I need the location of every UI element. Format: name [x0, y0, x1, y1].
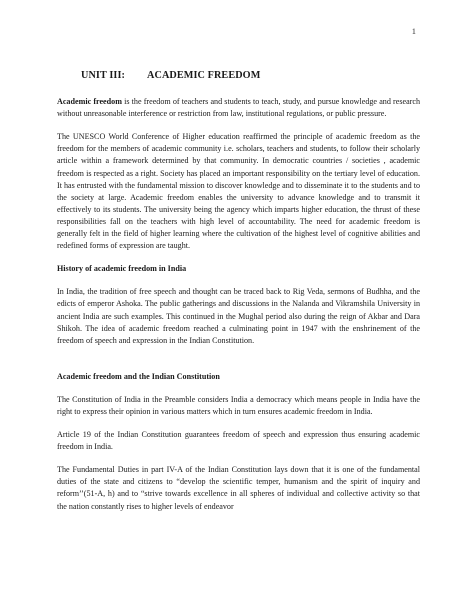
- history-heading: History of academic freedom in India: [57, 264, 187, 274]
- constitution-paragraph-1: The Constitution of India in the Preamble considers India a democracy which means people in India have the right to express their opinion in various matters which in turn ensures academic freedom in India.: [57, 394, 420, 416]
- unesco-paragraph: The UNESCO World Conference of Higher education reaffirmed the principle of academic freedom as the freedom for the members of academic community i.e. scholars, teachers and students, to follow their scholarly article within a framework determined by that community. In democratic countries / societies , academic freedom is respected as a right. Society has placed an important responsibility on the tertiary level of education. It has entrusted with the fundamental mission to discover knowledge and to disseminate it to the students and to the society at large. Academic freedom enables the university to advance knowledge and to transmit it effectively to its students. The university being the agency which imparts higher education, the thrust of these responsibilities fall on the teachers with high level of accountability. The need for academic freedom is generally felt in the field of higher learning where the cultivation of the highest level of cognitive abilities and redefined forms of expression are taught.: [57, 132, 420, 251]
- document-body: [57, 70, 420, 524]
- constitution-paragraph-3: The Fundamental Duties in part IV-A of the Indian Constitution lays down that it is one of the fundamental duties of the state and citizens to “develop the scientific temper, humanism and the spirit of inquiry and reform’’(51-A, h) and to “strive towards excellence in all spheres of individual and collective activity so that the nation constantly rises to higher levels of endeavor: [57, 465, 420, 511]
- unit-name: ACADEMIC FREEDOM: [147, 70, 261, 81]
- unit-label: UNIT III:: [81, 70, 126, 81]
- constitution-heading: Academic freedom and the Indian Constitution: [57, 371, 220, 381]
- intro-paragraph: [57, 96, 420, 120]
- constitution-paragraph-2: Article 19 of the Indian Constitution guarantees freedom of speech and expression thus ensuring academic freedom in India.: [57, 430, 420, 452]
- page-title: [81, 70, 420, 82]
- intro-term: Academic freedom: [57, 97, 122, 107]
- history-paragraph: In India, the tradition of free speech and thought can be traced back to Rig Veda, sermons of Budhha, and the edicts of emperor Ashoka. The public gatherings and discussions in the Nalanda and Vikramshila University in ancient India are such examples. This continued in the Mughal period also during the reign of Akbar and Dara Shikoh. The idea of academic freedom reached a culminating point in 1947 with the enshrinement of the freedom of speech and expression in the Indian Constitution.: [57, 287, 420, 345]
- intro-definition: is the freedom of teachers and students to teach, study, and pursue knowledge and research without unreasonable interference or restriction from law, institutional regulations, or public pressure.: [57, 97, 420, 119]
- page-number: 1: [411, 26, 416, 36]
